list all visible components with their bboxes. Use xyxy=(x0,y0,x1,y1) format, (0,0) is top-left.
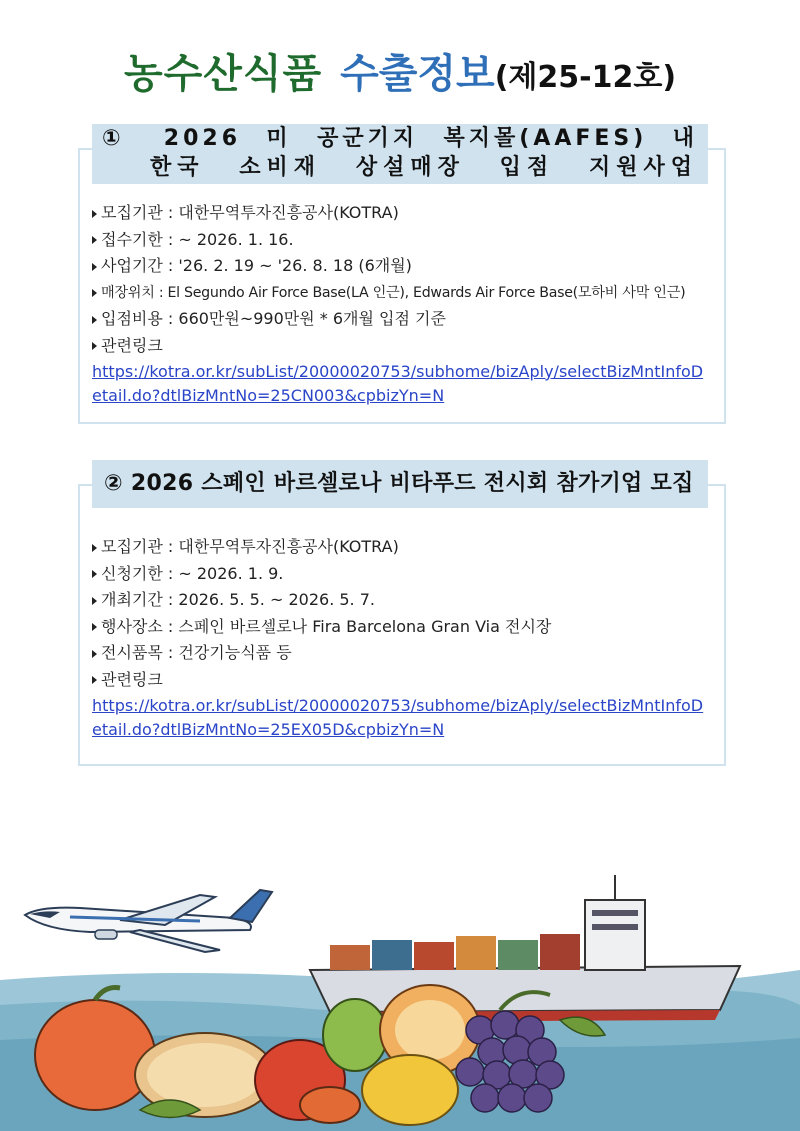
list-item: 입점비용 : 660만원~990만원 * 6개월 입점 기준 xyxy=(92,306,708,333)
bullet-icon xyxy=(92,676,97,684)
section1-heading-line2: 한국 소비재 상설매장 입점 지원사업 xyxy=(150,155,698,180)
list-item: 접수기한 : ~ 2026. 1. 16. xyxy=(92,227,708,254)
section2-heading xyxy=(92,460,708,508)
list-item: 전시품목 : 건강기능식품 등 xyxy=(92,640,708,667)
section1-items xyxy=(92,200,708,408)
bullet-icon xyxy=(92,544,97,552)
bullet-icon xyxy=(92,597,97,605)
section1-heading xyxy=(92,124,708,184)
list-item: 신청기한 : ~ 2026. 1. 9. xyxy=(92,561,708,588)
list-item: 관련링크 xyxy=(92,333,708,360)
list-item: 모집기관 : 대한무역투자진흥공사(KOTRA) xyxy=(92,534,708,561)
list-item: 사업기간 : '26. 2. 19 ~ '26. 8. 18 (6개월) xyxy=(92,253,708,280)
list-item: 행사장소 : 스페인 바르셀로나 Fira Barcelona Gran Via 전시장 xyxy=(92,614,708,641)
export-illustration xyxy=(0,870,800,1131)
list-item: 관련링크 xyxy=(92,667,708,694)
section2-link[interactable]: https://kotra.or.kr/subList/20000020753/subhome/bizAply/selectBizMntInfoDetail.do?dtlBizMntNo=25EX05D&cpbizYn=N xyxy=(92,695,704,739)
bullet-icon xyxy=(92,289,97,297)
bullet-icon xyxy=(92,623,97,631)
bullet-icon xyxy=(92,570,97,578)
issue-number: (제25-12호) xyxy=(494,60,677,95)
title-accent: 수출정보 xyxy=(340,51,495,97)
list-item: 매장위치 : El Segundo Air Force Base(LA 인근), Edwards Air Force Base(모하비 사막 인근) xyxy=(92,280,708,307)
bullet-icon xyxy=(92,650,97,658)
bullet-icon xyxy=(92,210,97,218)
section1-heading-line1: ① 2026 미 공군기지 복지몰(AAFES) 내 xyxy=(102,126,698,151)
list-item: 모집기관 : 대한무역투자진흥공사(KOTRA) xyxy=(92,200,708,227)
list-item: 개최기간 : 2026. 5. 5. ~ 2026. 5. 7. xyxy=(92,587,708,614)
section2-items xyxy=(92,534,708,742)
bullet-icon xyxy=(92,316,97,324)
bullet-icon xyxy=(92,236,97,244)
section2-heading-text: ② 2026 스페인 바르셀로나 비타푸드 전시회 참가기업 모집 xyxy=(104,471,694,496)
section1-link[interactable]: https://kotra.or.kr/subList/20000020753/subhome/bizAply/selectBizMntInfoDetail.do?dtlBizMntNo=25CN003&cpbizYn=N xyxy=(92,361,704,405)
page-title xyxy=(0,42,800,99)
bullet-icon xyxy=(92,342,97,350)
title-main: 농수산식품 xyxy=(123,51,323,97)
bullet-icon xyxy=(92,263,97,271)
